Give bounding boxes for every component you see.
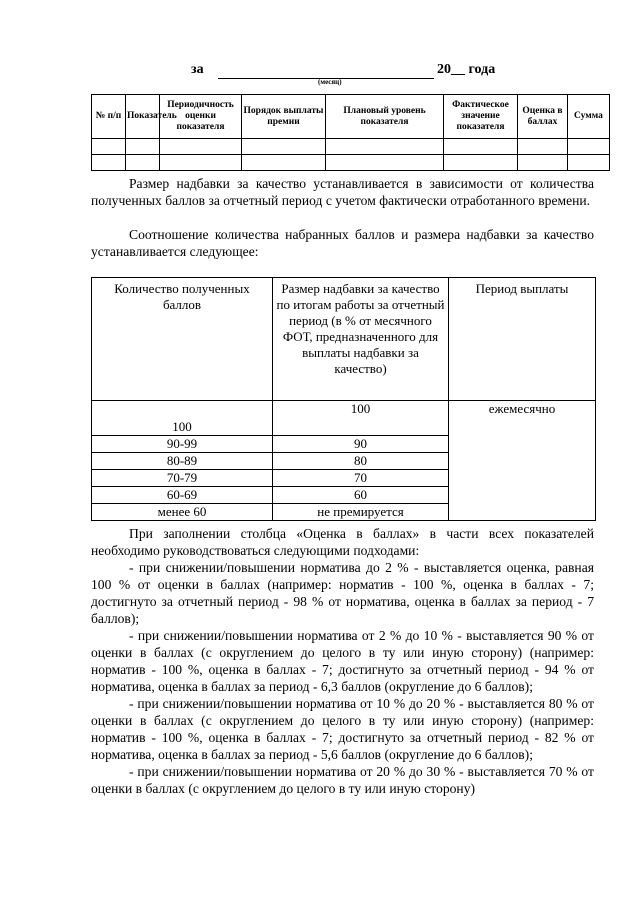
indicators-table bbox=[91, 94, 610, 171]
rules-section bbox=[91, 525, 594, 797]
col-score: Оценка в баллах bbox=[518, 95, 568, 139]
size-cell: не премируется bbox=[273, 504, 449, 521]
header-prefix: за bbox=[191, 62, 204, 77]
month-caption: (месяц) bbox=[318, 78, 342, 86]
size-cell: 60 bbox=[273, 487, 449, 504]
period-header bbox=[0, 62, 640, 84]
size-cell: 100 bbox=[273, 401, 449, 436]
bonus-table bbox=[91, 277, 596, 521]
rule-item-2-10: - при снижении/повышении норматива от 2 % до 10 % - выставляется 90 % от оценки в баллах (с округлением до целого в ту или иную сторону) (например: норматив - 100 %, оценка в баллах - 7; достигнуто за отчетный период - 94 % от норматива, оценка в баллах за период - 6,3 баллов (округление до 6 баллов); bbox=[91, 628, 594, 694]
size-cell: 90 bbox=[273, 436, 449, 453]
bonus-header-row bbox=[92, 278, 596, 401]
table-row bbox=[92, 401, 596, 436]
col-periodicity: Периодичность оценки показателя bbox=[160, 95, 242, 139]
table-row bbox=[92, 155, 610, 171]
indicators-header-row bbox=[92, 95, 610, 139]
size-cell: 70 bbox=[273, 470, 449, 487]
col-sum: Сумма bbox=[568, 95, 610, 139]
col-indicator: Показатель bbox=[126, 95, 160, 139]
col-bonus-size: Размер надбавки за качество по итогам работы за отчетный период (в % от месячного ФОТ, предназначенного для выплаты надбавки за качество) bbox=[273, 278, 449, 401]
points-cell: 100 bbox=[92, 401, 273, 436]
payment-period-cell: ежемесячно bbox=[449, 401, 596, 521]
rule-item-under-2: - при снижении/повышении норматива до 2 % - выставляется оценка, равная 100 % от оценки в баллах (например: норматив - 100 %, оценка в баллах - 7; достигнуто за отчетный период - 98 % от норматива, оценка в баллах за период - 7 баллов); bbox=[91, 560, 594, 626]
col-planned-level: Плановый уровень показателя bbox=[326, 95, 444, 139]
col-payment-period: Период выплаты bbox=[449, 278, 596, 401]
col-points: Количество полученных баллов bbox=[92, 278, 273, 401]
points-cell: 80-89 bbox=[92, 453, 273, 470]
rule-item-10-20: - при снижении/повышении норматива от 10 % до 20 % - выставляется 80 % от оценки в баллах (с округлением до целого в ту или иную сторону) (например: норматив - 100 %, оценка в баллах - 7; достигнуто за отчетный период - 82 % от норматива, оценка в баллах за период - 5,6 баллов (округление до 6 баллов); bbox=[91, 696, 594, 762]
points-cell: 90-99 bbox=[92, 436, 273, 453]
points-cell: менее 60 bbox=[92, 504, 273, 521]
paragraph-bonus-size: Размер надбавки за качество устанавливается в зависимости от количества полученных баллов за отчетный период с учетом фактически отработанного времени. bbox=[91, 176, 594, 208]
points-cell: 70-79 bbox=[92, 470, 273, 487]
col-number: № п/п bbox=[92, 95, 126, 139]
table-row bbox=[92, 139, 610, 155]
paragraph-ratio: Соотношение количества набранных баллов и размера надбавки за качество устанавливается следующее: bbox=[91, 227, 594, 259]
rules-intro: При заполнении столбца «Оценка в баллах» в части всех показателей необходимо руководствоваться следующими подходами: bbox=[91, 526, 594, 558]
points-cell: 60-69 bbox=[92, 487, 273, 504]
rule-item-20-30: - при снижении/повышении норматива от 20 % до 30 % - выставляется 70 % от оценки в баллах (с округлением до целого в ту или иную сторону) bbox=[91, 764, 594, 796]
size-cell: 80 bbox=[273, 453, 449, 470]
header-year: 20__ года bbox=[437, 62, 496, 77]
col-payment-order: Порядок выплаты премии bbox=[242, 95, 326, 139]
col-actual-value: Фактическое значение показателя bbox=[444, 95, 518, 139]
